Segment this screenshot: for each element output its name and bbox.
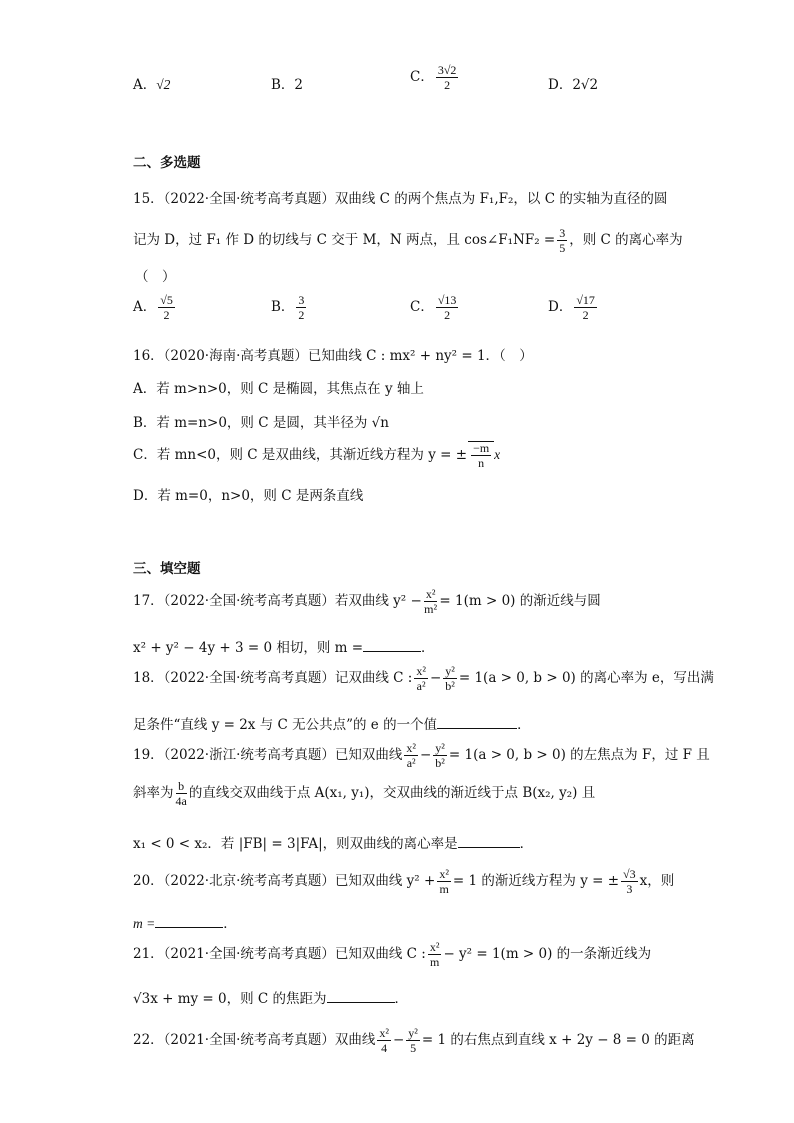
q16-option-d: D．若 m=0，n>0，则 C 是两条直线 [133,488,364,504]
fraction [404,742,418,769]
numerator: y² [408,1026,418,1040]
option-fraction [158,294,175,321]
q20-mid: = 1 的渐近线方程为 y = ± [452,873,620,889]
q15-option-b [271,294,308,321]
q15-option-c [410,294,460,321]
q21-line1 [133,941,651,968]
fraction [437,868,451,895]
q15-answer-paren: （ ） [135,269,176,285]
numerator: x² [425,587,436,601]
answer-blank[interactable] [363,639,421,652]
q22-line1 [133,1027,695,1054]
q16-c-var: x [494,447,501,462]
q19-line1 [133,742,710,769]
numerator: x² [429,940,440,954]
q15-option-a [133,294,177,321]
denominator: m² [424,602,438,616]
q19-line2-text: 斜率为 [133,785,174,801]
fraction [428,941,442,968]
q21-tail: − y² = 1(m > 0) 的一条渐近线为 [443,946,652,962]
q19-text: 19．（2022·浙江·统考高考真题）已知双曲线 [133,747,403,763]
option-letter: A． [133,77,157,93]
q16-option-c [133,441,500,469]
fraction [414,665,428,692]
q16-stem: 16．（2020·海南·高考真题）已知曲线 C : mx² + ny² = 1．（ ） [133,348,533,364]
option-a [133,73,170,93]
q21-line2-text: √3x + my = 0，则 C 的焦距为 [133,991,327,1007]
answer-blank[interactable] [155,915,223,928]
period: ． [394,991,409,1007]
q17-line2-text: x² + y² − 4y + 3 = 0 相切，则 m = [133,640,364,656]
numerator: x² [379,1026,389,1040]
fraction [406,1027,420,1054]
denominator: 2 [582,308,589,322]
denominator: 3 [626,882,633,896]
numerator: x² [439,867,449,881]
q15-fraction [557,227,567,254]
q17-line1 [133,588,601,615]
denominator: 4 [381,1041,388,1055]
option-letter: A． [133,299,157,315]
denominator: 5 [410,1041,417,1055]
numerator: √3 [623,867,636,881]
denominator: n [478,456,485,470]
q19-line3 [133,832,533,852]
denominator: 4a [175,794,187,808]
q18-text: 18．（2022·全国·统考高考真题）记双曲线 C : [133,670,413,686]
q21-text: 21．（2021·全国·统考高考真题）已知双曲线 C : [133,946,426,962]
q15-line2-tail: ，则 C 的离心率为 [569,232,683,248]
option-letter: D． [548,77,573,93]
option-d [548,73,598,93]
option-c [410,64,460,91]
section-title-fill-in: 三、填空题 [133,561,201,577]
q19-tail: = 1(a > 0, b > 0) 的左焦点为 F，过 F 且 [448,747,710,763]
period: ． [517,717,531,733]
fraction [621,868,638,895]
q15-option-d [548,294,599,321]
denominator: 2 [444,308,451,322]
minus-sign: − [419,747,432,763]
option-value: √2 [156,77,171,92]
q17-fraction [424,588,438,615]
period: ． [421,640,435,656]
numerator: √17 [576,293,595,307]
q16-c-text: C．若 mn<0，则 C 是双曲线，其渐近线方程为 y = ± [133,447,468,463]
q21-line2 [133,987,408,1007]
q16-option-a: A．若 m>n>0，则 C 是椭圆，其焦点在 y 轴上 [133,381,424,397]
denominator: 2 [163,308,170,322]
denominator: b² [435,756,445,770]
option-fraction [296,294,306,321]
option-letter: C． [410,69,434,85]
period: ． [519,836,534,852]
numerator: x² [416,664,426,678]
denominator: a² [406,756,416,770]
q18-line2 [133,713,531,733]
numerator: √5 [160,293,173,307]
answer-blank[interactable] [458,835,520,848]
numerator: b [176,780,187,794]
option-fraction [436,294,459,321]
q17-tail: = 1(m > 0) 的渐近线与圆 [439,593,601,609]
q20-tail: x，则 [639,873,675,889]
q17-text: 17．（2022·全国·统考高考真题）若双曲线 y² − [133,593,422,609]
option-letter: B． [271,299,295,315]
numerator: y² [435,741,445,755]
denominator: 2 [298,308,305,322]
numerator: 3 [298,293,305,307]
q18-line1 [133,665,714,692]
q16-option-b: B．若 m=n>0，则 C 是圆，其半径为 √n [133,415,389,431]
q19-line2-tail: 的直线交双曲线于点 A(x₁, y₁)，交双曲线的渐近线于点 B(x₂, y₂) 且 [188,785,596,801]
q20-line2 [133,912,237,932]
q19-line2 [133,780,595,807]
fraction [377,1027,391,1054]
q15-line2 [133,227,683,254]
fraction [443,665,457,692]
denominator: a² [416,679,426,693]
denominator: m [429,955,440,969]
numerator: 3√2 [437,63,457,77]
denominator: 2 [444,78,451,92]
q20-line2-text: m = [133,916,156,931]
option-b [271,73,303,93]
q19-line3-text: x₁ < 0 < x₂．若 |FB| = 3|FA|，则双曲线的离心率是 [133,836,458,852]
numerator: 3 [559,226,566,240]
q18-tail: = 1(a > 0, b > 0) 的离心率为 e，写出满 [458,670,714,686]
q18-line2-text: 足条件“直线 y = 2x 与 C 无公共点”的 e 的一个值 [133,717,438,733]
denominator: 5 [559,241,566,255]
section-title-multiple-choice: 二、多选题 [133,155,201,171]
numerator: x² [406,741,416,755]
numerator: √13 [437,293,457,307]
denominator: b² [445,679,455,693]
q17-line2 [133,636,435,656]
period: ． [223,916,237,932]
q16-c-fraction [471,442,491,469]
option-letter: B． [271,77,295,93]
fraction [433,742,447,769]
minus-sign: − [429,670,442,686]
answer-blank[interactable] [437,716,517,729]
numerator: −m [473,441,490,455]
q22-text: 22．（2021·全国·统考高考真题）双曲线 [133,1032,376,1048]
q15-line1: 15．（2022·全国·统考高考真题）双曲线 C 的两个焦点为 F₁,F₂，以 C 的实轴为直径的圆 [133,191,668,207]
q15-line2-text: 记为 D，过 F₁ 作 D 的切线与 C 交于 M，N 两点，且 cos∠F₁NF₂ = [133,232,556,248]
q20-text: 20．（2022·北京·统考高考真题）已知双曲线 y² + [133,873,436,889]
q20-line1 [133,868,674,895]
fraction [176,780,187,807]
denominator: m [439,882,449,896]
numerator: y² [445,664,455,678]
option-letter: D． [548,299,573,315]
answer-blank[interactable] [327,990,395,1003]
minus-sign: − [392,1032,405,1048]
q22-tail: = 1 的右焦点到直线 x + 2y − 8 = 0 的距离 [421,1032,695,1048]
option-fraction [574,294,597,321]
option-fraction [436,64,459,91]
sqrt-sign [468,441,494,469]
option-value: 2√2 [572,77,599,93]
option-letter: C． [410,299,434,315]
option-value: 2 [294,77,304,93]
